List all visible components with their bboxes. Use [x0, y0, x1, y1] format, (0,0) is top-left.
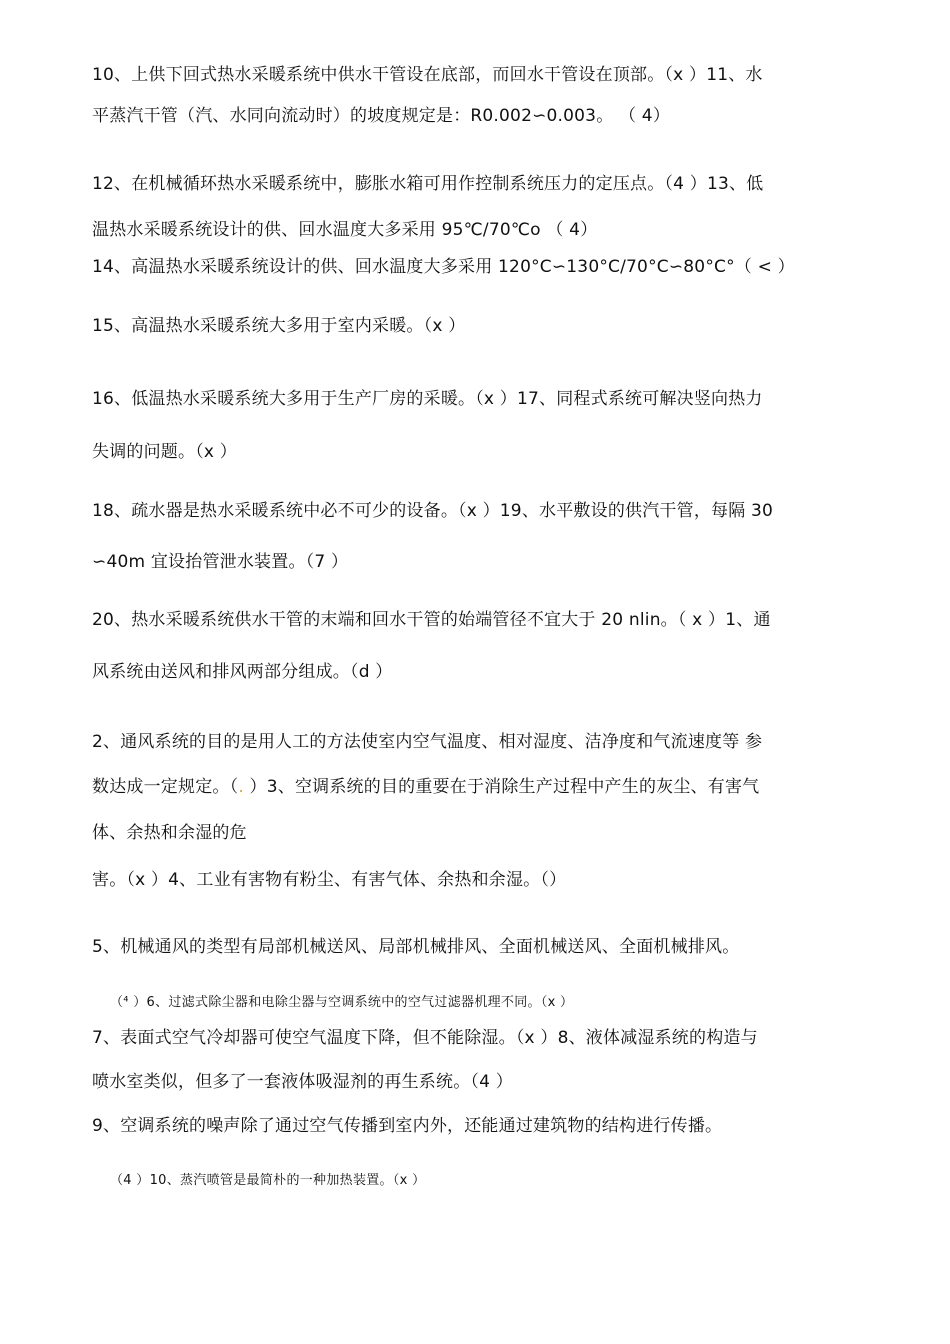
text-line-small: （4 ）10、蒸汽喷管是最简朴的一种加热装置。（x ）	[110, 1173, 426, 1188]
text-line: 风系统由送风和排风两部分组成。（d ）	[92, 662, 393, 682]
text-line: 平蒸汽干管（汽、水同向流动时）的坡度规定是：R0.002∽0.003。 （ 4）	[92, 106, 671, 126]
text-line: 失调的问题。（x ）	[92, 442, 237, 462]
text-fragment-dot: .	[238, 777, 244, 797]
text-line: 7、表面式空气冷却器可使空气温度下降，但不能除湿。（x ）8、液体减湿系统的构造与	[92, 1028, 758, 1048]
text-line: 15、高温热水采暖系统大多用于室内采暖。（x ）	[92, 316, 466, 336]
text-line	[92, 776, 759, 798]
text-line: 5、机械通风的类型有局部机械送风、局部机械排风、全面机械送风、全面机械排风。	[92, 937, 740, 957]
text-line: 2、通风系统的目的是用人工的方法使室内空气温度、相对湿度、洁净度和气流速度等 参	[92, 732, 763, 752]
text-line: 体、余热和余湿的危	[92, 823, 247, 843]
text-line: 温热水采暖系统设计的供、回水温度大多采用 95℃/70℃o （ 4）	[92, 220, 598, 240]
text-fragment: 3、空调系统的目的重要在于消除生产过程中产生的灰尘、有害气	[266, 777, 760, 797]
text-fragment: ）	[243, 777, 267, 797]
text-line: 18、疏水器是热水采暖系统中必不可少的设备。（x ）19、水平敷设的供汽干管，每隔 30	[92, 501, 774, 521]
text-line-small: （⁴ ）6、过滤式除尘器和电除尘器与空调系统中的空气过滤器机理不同。（x ）	[110, 995, 574, 1010]
text-fragment: 数达成一定规定。（	[92, 777, 239, 797]
text-line: 12、在机械循环热水采暖系统中，膨胀水箱可用作控制系统压力的定压点。（4 ）13、低	[92, 174, 764, 194]
text-line: 16、低温热水采暖系统大多用于生产厂房的采暖。（x ）17、同程式系统可解决竖向热力	[92, 389, 763, 409]
text-line: 14、高温热水采暖系统设计的供、回水温度大多采用 120°C∽130°C/70°C∽80°C°（ < ）	[92, 257, 795, 277]
text-line: 20、热水采暖系统供水干管的末端和回水干管的始端管径不宜大于 20 nlin。（ x ）1、通	[92, 610, 771, 630]
text-line: 9、空调系统的噪声除了通过空气传播到室内外，还能通过建筑物的结构进行传播。	[92, 1116, 723, 1136]
text-line: 10、上供下回式热水采暖系统中供水干管设在底部，而回水干管设在顶部。（x ）11、水	[92, 65, 763, 85]
text-line: ∽40m 宜设抬管泄水装置。（7 ）	[92, 552, 349, 572]
text-line: 喷水室类似，但多了一套液体吸湿剂的再生系统。（4 ）	[92, 1072, 513, 1092]
text-line: 害。（x ）4、工业有害物有粉尘、有害气体、余热和余湿。（）	[92, 870, 567, 890]
